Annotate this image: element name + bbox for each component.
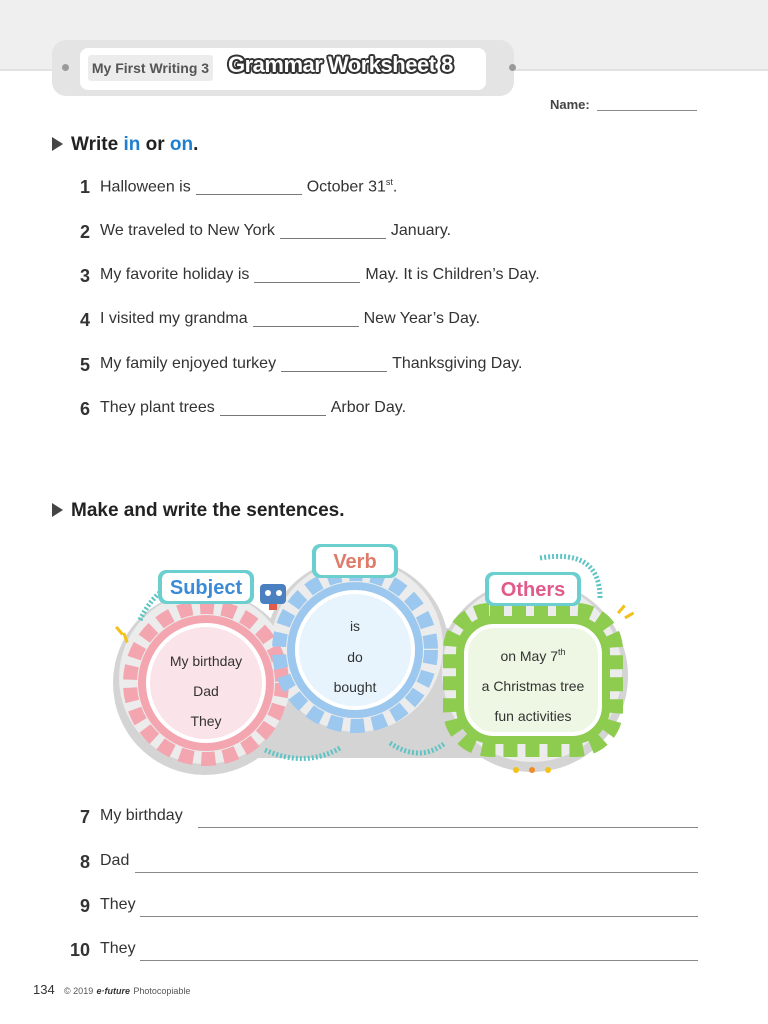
page-number: 134 [33, 982, 55, 997]
header-dot-right [509, 64, 516, 71]
word-in: in [123, 134, 141, 155]
word-wheels-illustration [100, 538, 660, 788]
worksheet-title: Grammar Worksheet 8 [228, 52, 453, 77]
question-9: 9 They [38, 896, 698, 920]
answer-line[interactable] [140, 916, 698, 917]
publisher-logo: e·future [96, 986, 131, 996]
photocopiable-note: Photocopiable [133, 986, 191, 996]
verb-item: bought [333, 679, 377, 695]
question-6: 6 They plant trees Arbor Day. [79, 399, 407, 419]
instruction-2: Make and write the sentences. [52, 500, 345, 522]
name-field[interactable] [597, 110, 697, 111]
svg-text:Others: Others [500, 579, 566, 601]
svg-text:Subject: Subject [169, 577, 243, 599]
answer-line[interactable] [140, 960, 698, 961]
series-tag: My First Writing 3 [88, 55, 213, 81]
question-4: 4 I visited my grandma New Year’s Day. [79, 310, 481, 330]
answer-blank[interactable] [280, 222, 386, 239]
subject-item: They [190, 713, 222, 729]
verb-item: is [349, 618, 361, 634]
subject-item: My birthday [169, 653, 243, 669]
footer [33, 982, 190, 997]
answer-blank[interactable] [254, 266, 360, 283]
answer-blank[interactable] [281, 355, 387, 372]
name-label: Name: [550, 97, 590, 112]
copyright: © 2019 [64, 986, 94, 996]
subject-label [158, 570, 254, 604]
instruction-1: Write in or on. [52, 134, 198, 156]
question-2: 2 We traveled to New York January. [79, 222, 452, 242]
play-arrow-icon [52, 137, 63, 151]
question-5: 5 My family enjoyed turkey Thanksgiving Day. [79, 355, 523, 375]
answer-blank[interactable] [253, 310, 359, 327]
play-arrow-icon [52, 503, 63, 517]
question-8: 8 Dad [38, 852, 698, 876]
word-on: on [169, 134, 194, 155]
svg-text:Verb: Verb [333, 551, 377, 573]
answer-blank[interactable] [196, 178, 302, 195]
answer-blank[interactable] [220, 399, 326, 416]
question-3: 3 My favorite holiday is May. It is Children’s Day. [79, 266, 540, 286]
others-item: fun activities [494, 708, 572, 724]
question-7: 7 My birthday [38, 807, 698, 831]
others-label [485, 572, 581, 606]
question-10: 10 They [38, 940, 698, 964]
verb-item: do [347, 649, 363, 665]
answer-line[interactable] [198, 827, 698, 828]
verb-label [312, 544, 398, 578]
question-1: 1 Halloween is October 31st. [79, 177, 398, 197]
answer-line[interactable] [135, 872, 698, 873]
subject-item: Dad [193, 683, 219, 699]
others-item: on May 7th [500, 647, 566, 664]
others-item: a Christmas tree [481, 678, 585, 694]
header-dot-left [62, 64, 69, 71]
